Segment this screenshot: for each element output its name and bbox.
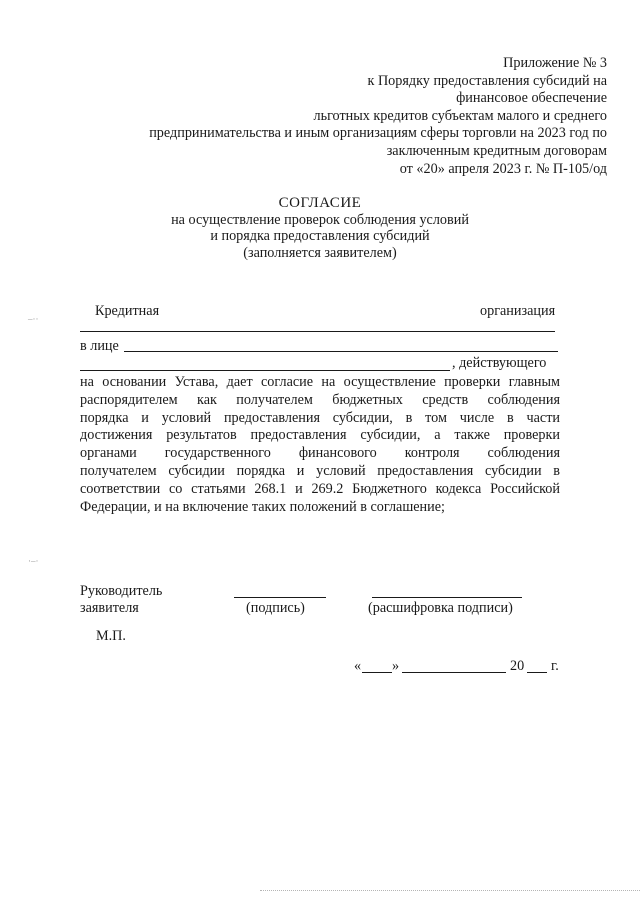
title-line: на осуществление проверок соблюдения условий — [171, 211, 469, 228]
body-line: Федерации, и на включение таких положений в соглашение; — [80, 498, 445, 515]
consent-body — [80, 374, 560, 516]
org-label-right: организация — [480, 303, 556, 319]
appendix-header — [87, 55, 607, 178]
header-line: льготных кредитов субъектам малого и среднего — [313, 107, 607, 124]
document-title — [120, 195, 520, 261]
body-line: получателем субсидии порядка и условий предоставления субсидии в — [80, 462, 560, 479]
year-prefix: 20 — [510, 658, 525, 674]
header-line: от «20» апреля 2023 г. № П-105/од — [399, 160, 607, 177]
header-line: предпринимательства и иным организациям сферы торговли на 2023 год по — [149, 125, 607, 142]
year-suffix: г. — [551, 658, 559, 674]
header-line: заключенным кредитным договорам — [386, 142, 607, 159]
date-open-quote: « — [354, 658, 362, 674]
signature-caption: (подпись) — [246, 600, 305, 616]
representative-line-2[interactable] — [80, 370, 450, 371]
title-note: (заполняется заявителем) — [243, 244, 397, 261]
body-line: достижения результатов предоставления субсидии, а также проверки — [80, 427, 560, 444]
stamp-label: М.П. — [96, 628, 126, 644]
signature-line[interactable] — [234, 597, 326, 598]
body-line: на основании Устава, дает согласие на осуществление проверки главным — [80, 374, 560, 390]
date-year-line[interactable] — [527, 672, 547, 673]
scan-edge — [260, 890, 640, 891]
org-name-line[interactable] — [80, 331, 555, 332]
org-label-left: Кредитная — [95, 303, 160, 319]
acting-label: , действующего — [452, 355, 547, 371]
date-day-line[interactable] — [362, 672, 392, 673]
body-line: органами государственного финансового контроля соблюдения — [80, 445, 560, 462]
body-line: распорядителем как получателем бюджетных средств соблюдения — [80, 391, 560, 408]
header-line: Приложение № 3 — [503, 55, 607, 71]
header-line: финансовое обеспечение — [456, 90, 607, 107]
representative-line[interactable] — [124, 351, 558, 352]
scan-mark: –·· — [28, 314, 39, 324]
scan-mark: ·–· — [28, 556, 39, 566]
signature-decode-line[interactable] — [372, 597, 522, 598]
body-line: соответствии со статьями 268.1 и 269.2 Бюджетного кодекса Российской — [80, 480, 560, 497]
role-line2: заявителя — [80, 600, 139, 616]
header-line: к Порядку предоставления субсидий на — [367, 72, 607, 89]
role-line1: Руководитель — [80, 583, 163, 599]
title-main: СОГЛАСИЕ — [278, 195, 362, 211]
date-close-quote: » — [392, 658, 400, 674]
body-line: порядка и условий предоставления субсидии, в том числе в части — [80, 409, 560, 426]
date-month-line[interactable] — [402, 672, 506, 673]
in-person-label: в лице — [80, 338, 119, 354]
title-line: и порядка предоставления субсидий — [210, 228, 430, 244]
decode-caption: (расшифровка подписи) — [368, 600, 513, 616]
